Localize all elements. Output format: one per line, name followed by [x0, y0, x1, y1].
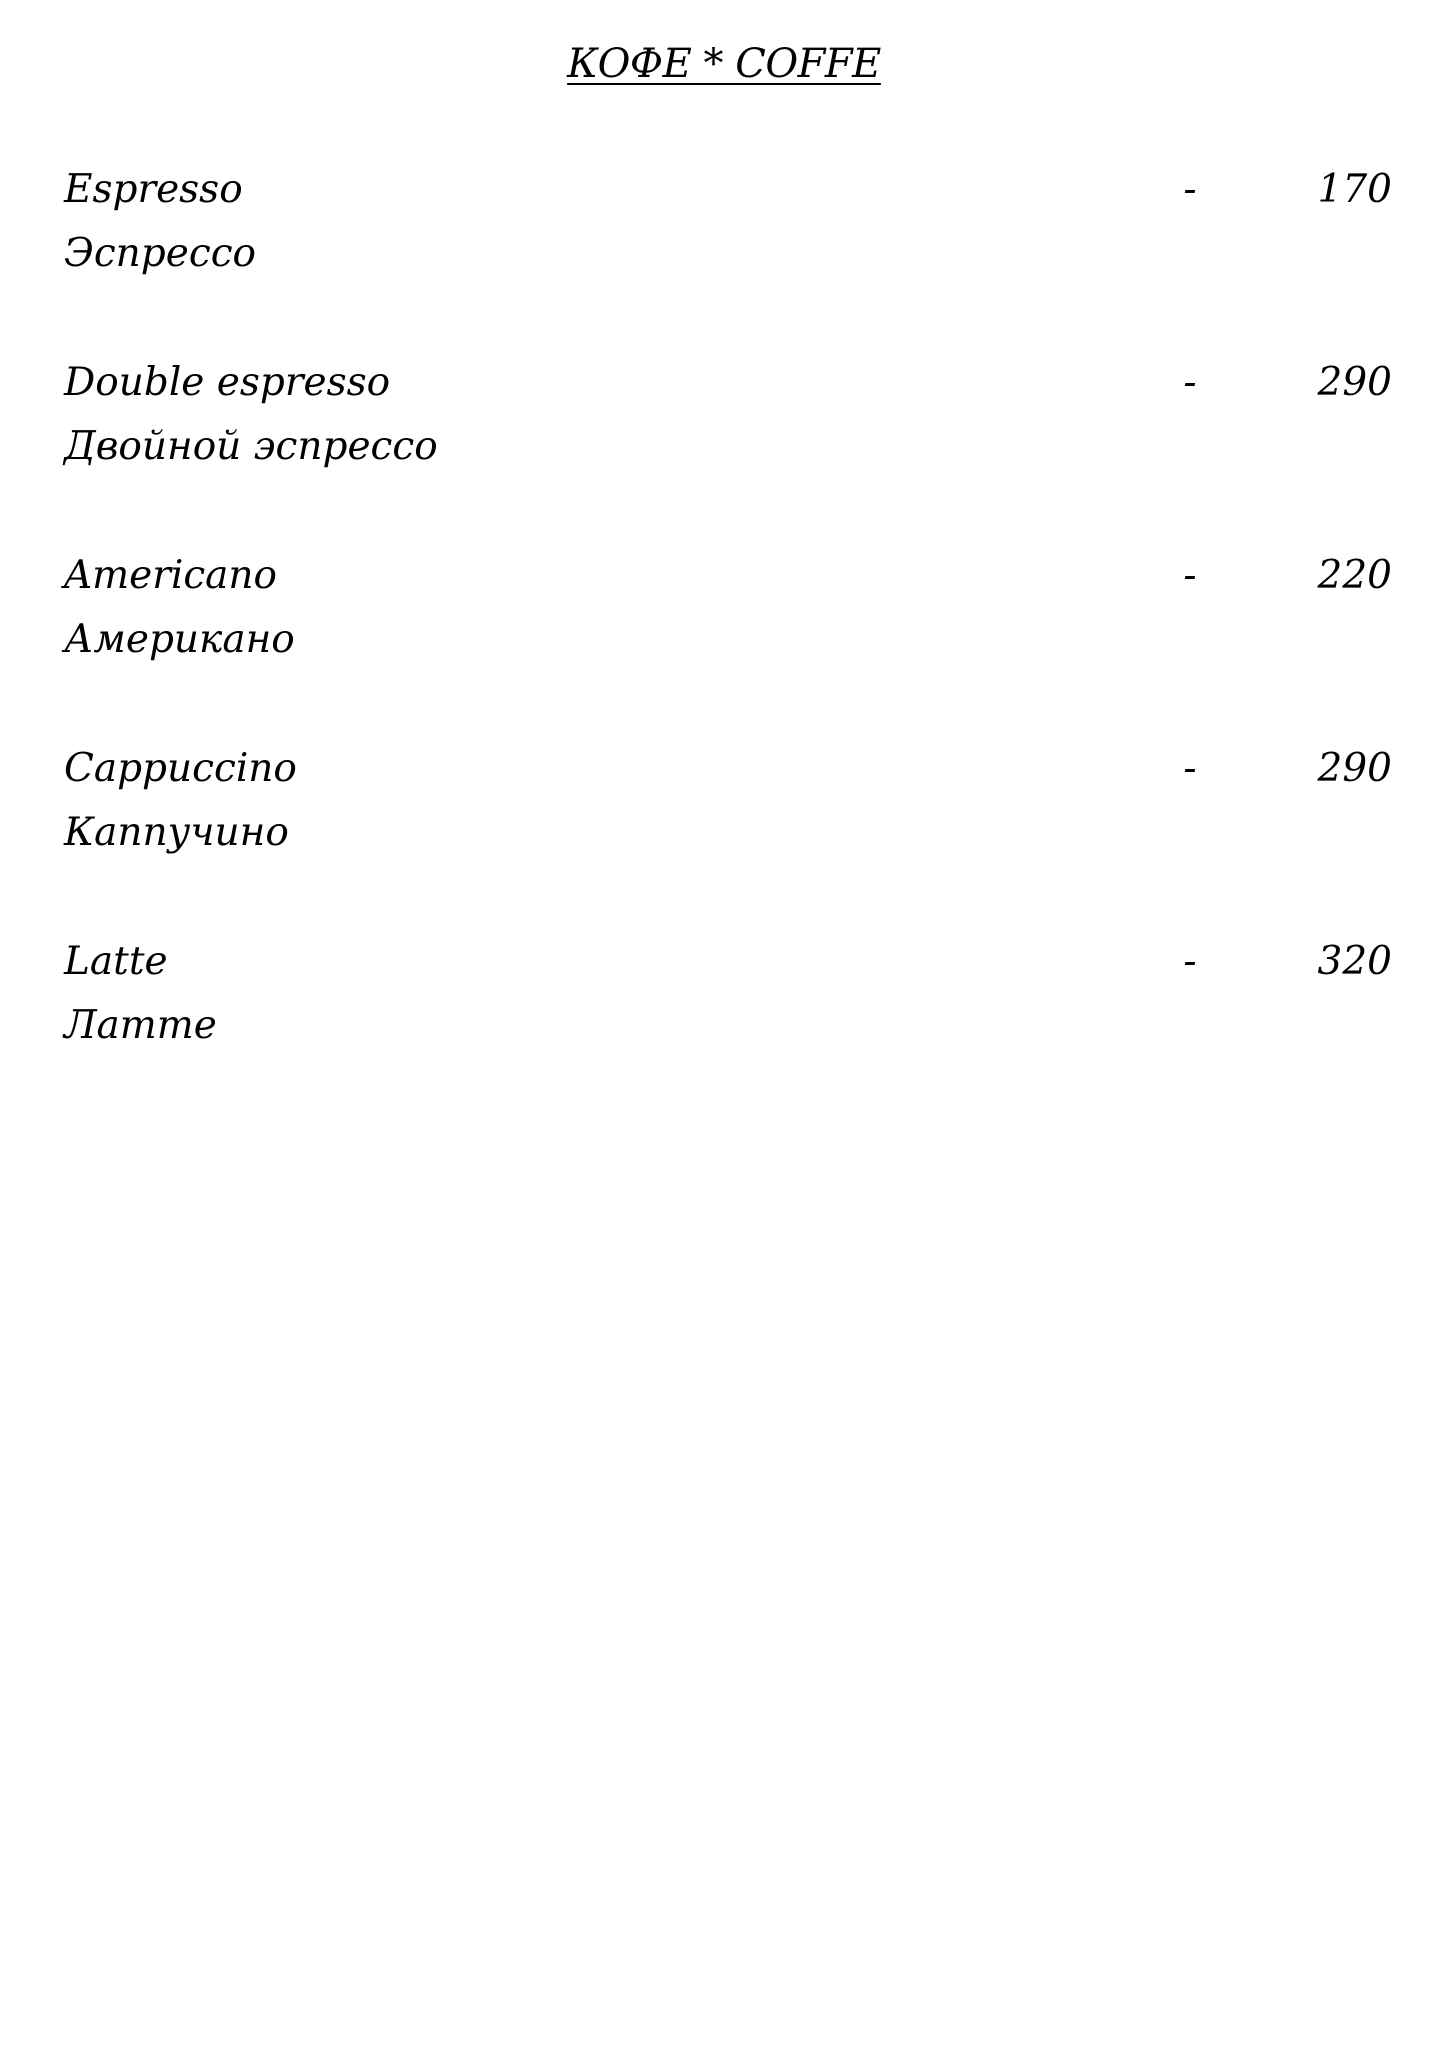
item-name-russian: Каппучино: [64, 810, 289, 855]
item-price: 290: [1317, 360, 1392, 405]
price-separator: -: [1183, 939, 1197, 984]
item-price: 320: [1317, 939, 1392, 984]
menu-item-espresso: [0, 160, 1448, 353]
menu-item-double-espresso: [0, 353, 1448, 546]
item-name-russian: Эспрессо: [64, 231, 257, 276]
item-name-english: Double espresso: [64, 360, 391, 405]
item-price: 290: [1317, 746, 1392, 791]
menu-item-americano: [0, 546, 1448, 739]
item-name-english: Americano: [64, 553, 278, 598]
menu-item-cappuccino: [0, 739, 1448, 932]
price-separator: -: [1183, 553, 1197, 598]
item-price: 220: [1317, 553, 1392, 598]
menu-item-latte: [0, 932, 1448, 1125]
item-price: 170: [1317, 167, 1392, 212]
item-name-english: Latte: [64, 939, 168, 984]
item-name-russian: Двойной эспрессо: [64, 424, 438, 469]
item-name-english: Espresso: [64, 167, 243, 212]
item-name-russian: Американо: [64, 617, 295, 662]
menu-title: КОФЕ * COFFE: [567, 41, 881, 87]
price-separator: -: [1183, 360, 1197, 405]
price-separator: -: [1183, 746, 1197, 791]
item-name-russian: Латте: [64, 1003, 217, 1048]
price-separator: -: [1183, 167, 1197, 212]
menu-list: [0, 160, 1448, 1125]
item-name-english: Cappuccino: [64, 746, 297, 791]
